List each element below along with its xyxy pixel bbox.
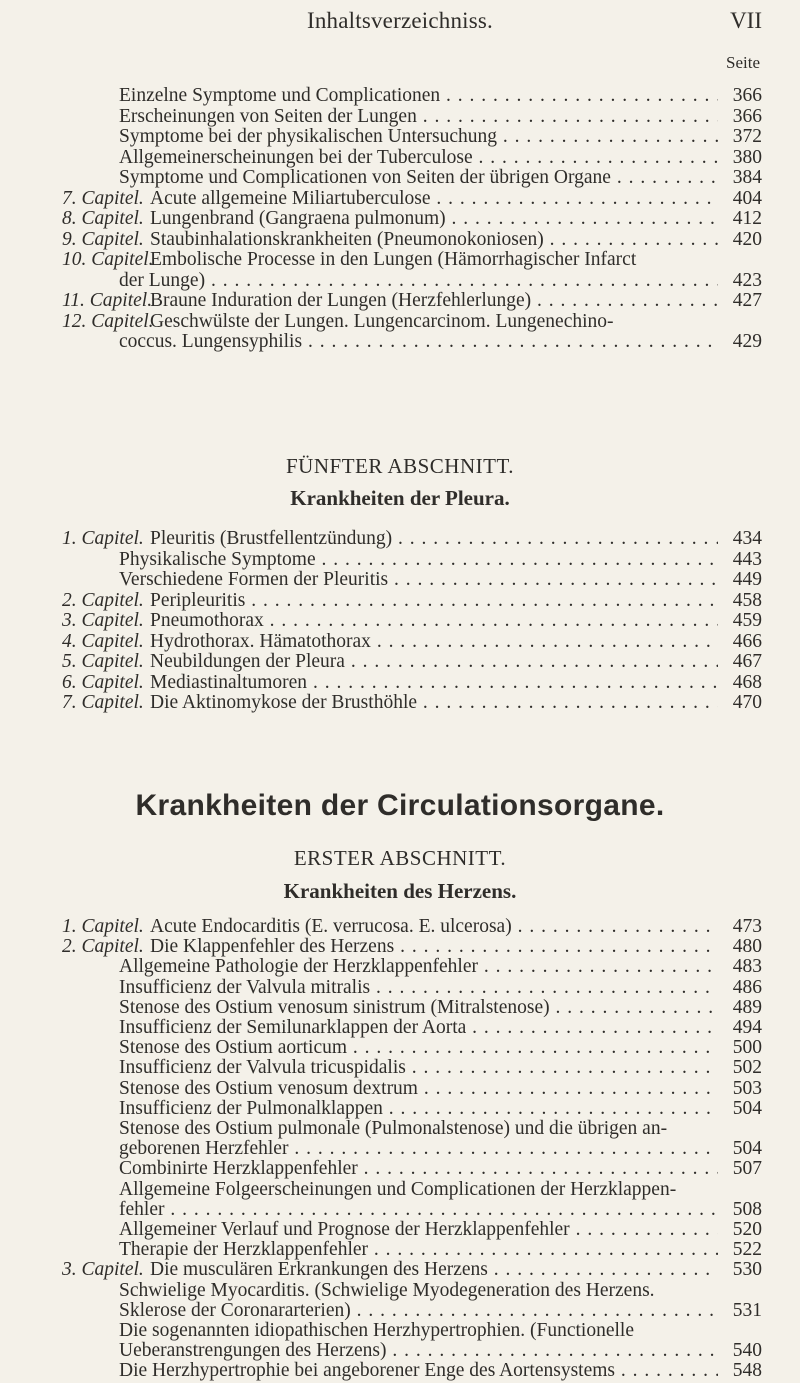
entry-title: Stenose des Ostium venosum sinistrum (Mitralstenose) . . . xyxy=(119,996,718,1020)
page-ref: 434 xyxy=(732,528,762,549)
entry-title: Therapie der Herzklappenfehler . . . xyxy=(119,1238,718,1262)
entry-title: Schwielige Myocarditis. (Schwielige Myodegeneration des Herzens. xyxy=(119,1279,655,1301)
entry-title: Pneumothorax . . . xyxy=(150,609,718,633)
page-ref: 443 xyxy=(732,548,762,570)
entry-title: Lungenbrand (Gangraena pulmonum) . . . xyxy=(150,207,718,231)
entry-title: Die sogenannten idiopathischen Herzhypertrophien. (Functionelle xyxy=(119,1320,634,1341)
chapter-label: 10. Capitel. xyxy=(62,249,154,270)
entry-title: fehler . . . xyxy=(119,1198,718,1222)
page-ref: 503 xyxy=(732,1077,762,1099)
entry-title: Einzelne Symptome und Complicationen . . . xyxy=(119,84,718,108)
entry-title: coccus. Lungensyphilis . . . xyxy=(119,330,718,354)
entry-title: Acute Endocarditis (E. verrucosa. E. ulcerosa) . . . xyxy=(150,915,718,939)
page-header xyxy=(0,8,800,48)
entry-title: Stenose des Ostium aorticum . . . xyxy=(119,1036,718,1060)
entry-title: Insufficienz der Valvula tricuspidalis . . . xyxy=(119,1056,718,1080)
page-number: VII xyxy=(730,8,762,33)
entry-title: Die Aktinomykose der Brusthöhle . . . xyxy=(150,691,718,715)
toc-entry xyxy=(62,1359,762,1383)
page-ref: 412 xyxy=(732,208,762,229)
entry-title: Embolische Processe in den Lungen (Hämorrhagischer Infarct xyxy=(150,249,637,270)
page-ref: 480 xyxy=(732,936,762,958)
section-title-fifth: FÜNFTER ABSCHNITT. xyxy=(286,454,514,478)
entry-title: Hydrothorax. Hämatothorax . . . xyxy=(150,630,718,654)
chapter-label: 11. Capitel. xyxy=(62,290,153,311)
entry-title: Stenose des Ostium venosum dextrum . . . xyxy=(119,1077,718,1101)
page-ref: 468 xyxy=(732,671,762,693)
page-ref: 540 xyxy=(732,1340,762,1362)
entry-title: Sklerose der Coronararterien) . . . xyxy=(119,1299,718,1323)
page-ref: 423 xyxy=(732,269,762,291)
page-ref: 548 xyxy=(732,1360,762,1382)
entry-title: Allgemeine Folgeerscheinungen und Complicationen der Herzklappen- xyxy=(119,1178,677,1200)
section-subtitle-heart: Krankheiten des Herzens. xyxy=(283,879,517,903)
section-subtitle-pleura: Krankheiten der Pleura. xyxy=(290,486,510,510)
page-ref: 494 xyxy=(732,1017,762,1038)
chapter-label: 5. Capitel. xyxy=(62,651,144,672)
chapter-label: 6. Capitel. xyxy=(62,671,144,693)
entry-title: Stenose des Ostium pulmonale (Pulmonalstenose) und die übrigen an- xyxy=(119,1118,668,1139)
page-ref: 372 xyxy=(732,126,762,147)
entry-title: Die Klappenfehler des Herzens . . . xyxy=(150,935,718,959)
chapter-label: 7. Capitel. xyxy=(62,187,144,209)
chapter-label: 7. Capitel. xyxy=(62,692,144,713)
page-ref: 473 xyxy=(732,916,762,937)
entry-title: Insufficienz der Pulmonalklappen . . . xyxy=(119,1097,718,1121)
page-ref: 427 xyxy=(732,290,762,311)
entry-title: Neubildungen der Pleura . . . xyxy=(150,650,718,674)
entry-title: geborenen Herzfehler . . . xyxy=(119,1137,718,1161)
chapter-label: 1. Capitel. xyxy=(62,528,144,549)
page-ref: 500 xyxy=(732,1037,762,1059)
page-ref: 531 xyxy=(732,1299,762,1321)
toc-entry xyxy=(62,330,762,354)
page-ref: 459 xyxy=(732,610,762,631)
entry-title: Symptome bei der physikalischen Untersuchung . . . xyxy=(119,125,718,149)
chapter-label: 1. Capitel. xyxy=(62,916,144,937)
page-ref: 404 xyxy=(732,187,762,209)
page-ref: 483 xyxy=(732,956,762,978)
page-ref: 486 xyxy=(732,976,762,998)
entry-title: Insufficienz der Valvula mitralis . . . xyxy=(119,976,718,1000)
page-ref: 502 xyxy=(732,1057,762,1079)
page-ref: 384 xyxy=(732,167,762,188)
page-ref: 380 xyxy=(732,146,762,168)
entry-title: Staubinhalationskrankheiten (Pneumonokoniosen) . . . xyxy=(150,228,718,252)
entry-title: Braune Induration der Lungen (Herzfehlerlunge) . . . xyxy=(150,289,718,313)
entry-title: Die Herzhypertrophie bei angeborener Enge des Aortensystems . . . xyxy=(119,1359,718,1383)
page-ref: 429 xyxy=(732,331,762,352)
page-ref: 530 xyxy=(732,1259,762,1281)
chapter-label: 4. Capitel. xyxy=(62,630,144,652)
chapter-label: 12. Capitel. xyxy=(62,310,154,332)
chapter-label: 2. Capitel. xyxy=(62,589,144,611)
entry-title: Geschwülste der Lungen. Lungencarcinom. Lungenechino- xyxy=(150,310,614,332)
entry-title: Allgemeinerscheinungen bei der Tuberculose . . . xyxy=(119,146,718,170)
section-title-first: ERSTER ABSCHNITT. xyxy=(293,846,507,870)
page-ref: 420 xyxy=(732,228,762,250)
seite-label: Seite xyxy=(726,53,760,72)
entry-title: Die musculären Erkrankungen des Herzens . . . xyxy=(150,1258,718,1282)
chapter-label: 3. Capitel. xyxy=(62,610,144,631)
page-ref: 449 xyxy=(732,569,762,590)
entry-title: der Lunge) . . . xyxy=(119,269,718,293)
part-title-circulation: Krankheiten der Circulationsorgane. xyxy=(135,789,665,822)
page-ref: 366 xyxy=(732,85,762,106)
entry-title: Allgemeine Pathologie der Herzklappenfehler . . . xyxy=(119,955,718,979)
page-ref: 470 xyxy=(732,692,762,713)
page-ref: 504 xyxy=(732,1138,762,1160)
entry-title: Allgemeiner Verlauf und Prognose der Herzklappenfehler . . . xyxy=(119,1218,718,1242)
page-ref: 520 xyxy=(732,1219,762,1240)
page-ref: 458 xyxy=(732,589,762,611)
page-ref: 522 xyxy=(732,1239,762,1261)
entry-title: Symptome und Complicationen von Seiten der übrigen Organe . . . xyxy=(119,166,718,190)
chapter-label: 3. Capitel. xyxy=(62,1259,144,1281)
page-title: Inhaltsverzeichniss. xyxy=(306,8,494,33)
entry-title: Mediastinaltumoren . . . xyxy=(150,671,718,695)
page-ref: 466 xyxy=(732,630,762,652)
entry-title: Insufficienz der Semilunarklappen der Aorta . . . xyxy=(119,1016,718,1040)
page-ref: 366 xyxy=(732,105,762,127)
toc-entry xyxy=(62,691,762,715)
page-ref: 504 xyxy=(732,1097,762,1119)
entry-title: Peripleuritis . . . xyxy=(150,589,718,613)
entry-title: Verschiedene Formen der Pleuritis . . . xyxy=(119,568,718,592)
entry-title: Ueberanstrengungen des Herzens) . . . xyxy=(119,1339,718,1363)
entry-title: Erscheinungen von Seiten der Lungen . . . xyxy=(119,105,718,129)
page-ref: 467 xyxy=(732,651,762,672)
chapter-label: 9. Capitel. xyxy=(62,228,144,250)
chapter-label: 2. Capitel. xyxy=(62,936,144,958)
entry-title: Acute allgemeine Miliartuberculose . . . xyxy=(150,187,718,211)
page-ref: 508 xyxy=(732,1198,762,1220)
page-ref: 489 xyxy=(732,996,762,1018)
chapter-label: 8. Capitel. xyxy=(62,208,144,229)
entry-title: Pleuritis (Brustfellentzündung) . . . xyxy=(150,527,718,551)
entry-title: Physikalische Symptome . . . xyxy=(119,548,718,572)
page-ref: 507 xyxy=(732,1158,762,1180)
entry-title: Combinirte Herzklappenfehler . . . xyxy=(119,1157,718,1181)
